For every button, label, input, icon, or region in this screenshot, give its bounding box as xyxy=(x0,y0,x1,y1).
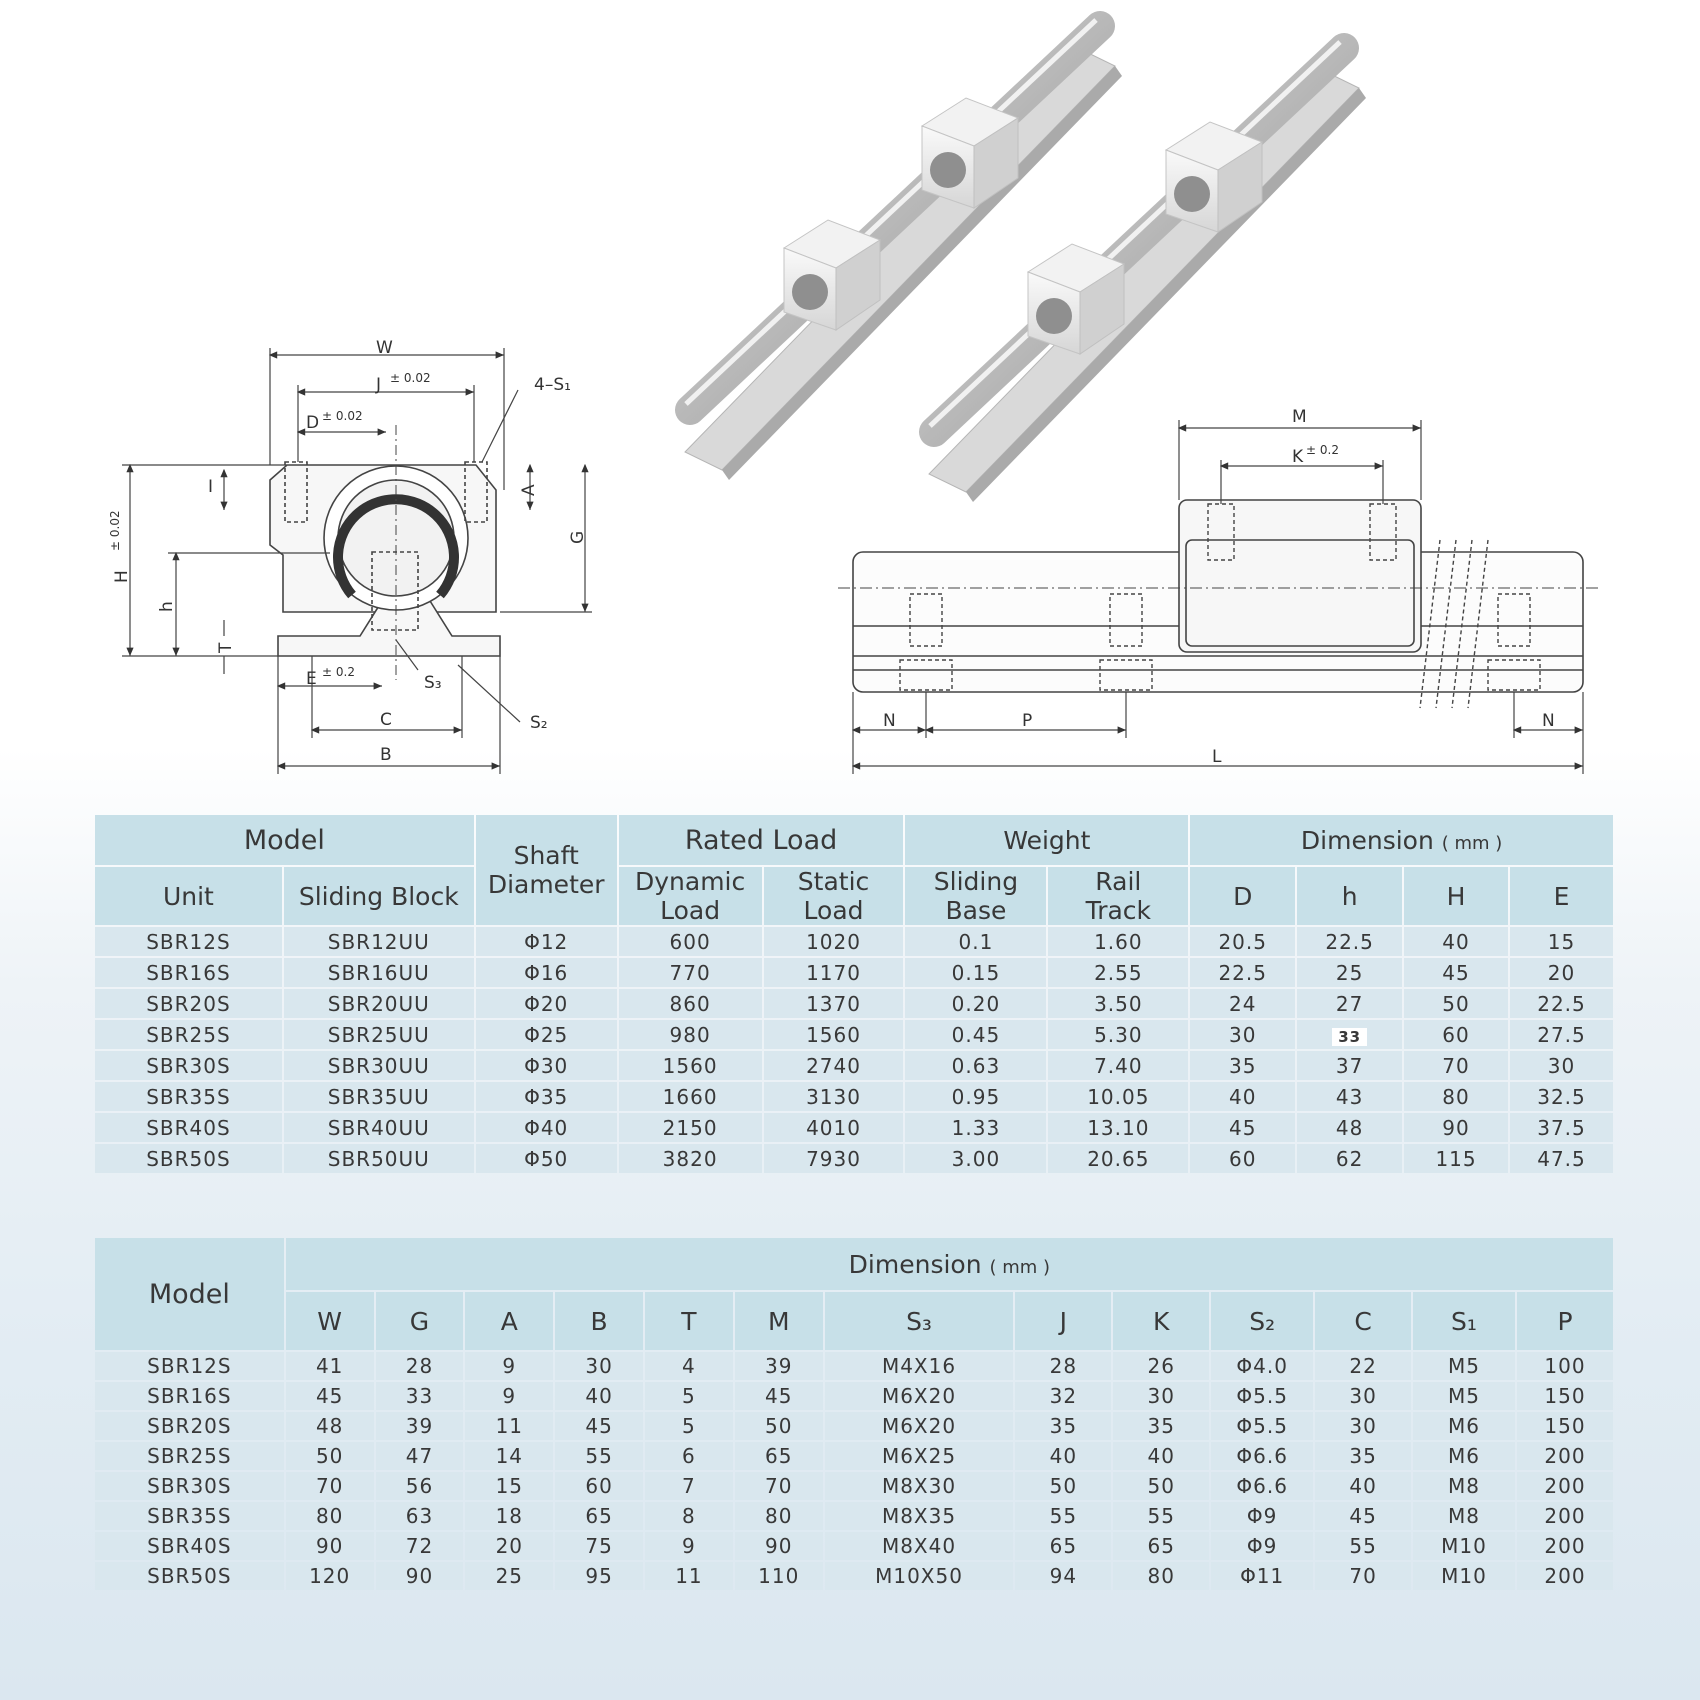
cell-dimension: 25 xyxy=(465,1562,553,1590)
cell-dimension: M6X20 xyxy=(825,1382,1014,1410)
cell-dimension: 150 xyxy=(1517,1382,1613,1410)
cell-static-load: 1020 xyxy=(764,927,904,956)
cell-dimension: 200 xyxy=(1517,1442,1613,1470)
cell-dimension: 70 xyxy=(735,1472,823,1500)
cell-sliding-base: 0.45 xyxy=(905,1020,1046,1049)
cell-E: 37.5 xyxy=(1510,1113,1613,1142)
header-col: S₁ xyxy=(1413,1292,1515,1350)
cell-dimension: 72 xyxy=(376,1532,464,1560)
header-rated-load: Rated Load xyxy=(619,815,904,865)
cell-dimension: 9 xyxy=(645,1532,733,1560)
cell-dimension: M8X30 xyxy=(825,1472,1014,1500)
cell-dimension: M6 xyxy=(1413,1412,1515,1440)
cell-dimension: 55 xyxy=(555,1442,643,1470)
table-row xyxy=(95,1352,1613,1380)
cell-sliding-base: 0.20 xyxy=(905,989,1046,1018)
cell-dimension: M6X20 xyxy=(825,1412,1014,1440)
cell-static-load: 7930 xyxy=(764,1144,904,1173)
header-col: G xyxy=(376,1292,464,1350)
cell-dynamic-load: 1660 xyxy=(619,1082,762,1111)
cell-dimension: 80 xyxy=(1113,1562,1209,1590)
label-4-S1: 4–S₁ xyxy=(534,375,571,395)
table-row xyxy=(95,1532,1613,1560)
cell-dimension: Φ9 xyxy=(1211,1502,1313,1530)
header-unit: Unit xyxy=(95,867,282,925)
cell-dimension: 8 xyxy=(645,1502,733,1530)
cell-unit: SBR40S xyxy=(95,1113,282,1142)
cell-dimension: 14 xyxy=(465,1442,553,1470)
cell-shaft-diameter: Φ20 xyxy=(476,989,617,1018)
header-col: P xyxy=(1517,1292,1613,1350)
label-T: T xyxy=(216,642,236,653)
cell-static-load: 2740 xyxy=(764,1051,904,1080)
cell-E: 32.5 xyxy=(1510,1082,1613,1111)
label-M: M xyxy=(1292,407,1307,427)
cell-dimension: 45 xyxy=(735,1382,823,1410)
header-col: S₂ xyxy=(1211,1292,1313,1350)
cell-dimension: 45 xyxy=(1315,1502,1411,1530)
cell-shaft-diameter: Φ30 xyxy=(476,1051,617,1080)
cell-dimension: M10 xyxy=(1413,1532,1515,1560)
cell-dimension: 22 xyxy=(1315,1352,1411,1380)
cell-dimension: 200 xyxy=(1517,1532,1613,1560)
cell-h: 43 xyxy=(1297,1082,1402,1111)
label-A: A xyxy=(519,484,539,496)
cell-H: 50 xyxy=(1404,989,1508,1018)
cell-dimension: 26 xyxy=(1113,1352,1209,1380)
cell-sliding-block: SBR30UU xyxy=(284,1051,474,1080)
cell-model: SBR25S xyxy=(95,1442,284,1470)
cell-dimension: M8X35 xyxy=(825,1502,1014,1530)
cell-E: 22.5 xyxy=(1510,989,1613,1018)
cell-dimension: 39 xyxy=(376,1412,464,1440)
header-col: A xyxy=(465,1292,553,1350)
cell-h: 37 xyxy=(1297,1051,1402,1080)
cell-unit: SBR12S xyxy=(95,927,282,956)
cell-shaft-diameter: Φ25 xyxy=(476,1020,617,1049)
cell-h: 62 xyxy=(1297,1144,1402,1173)
cell-D: 30 xyxy=(1190,1020,1295,1049)
label-P: P xyxy=(1022,711,1033,731)
table-row xyxy=(95,1382,1613,1410)
cell-dimension: Φ6.6 xyxy=(1211,1442,1313,1470)
dimension-table-body xyxy=(95,1352,1613,1590)
cell-dimension: M8 xyxy=(1413,1472,1515,1500)
label-B: B xyxy=(380,745,392,765)
header-col: S₃ xyxy=(825,1292,1014,1350)
cell-dimension: M8 xyxy=(1413,1502,1515,1530)
cell-sliding-block: SBR16UU xyxy=(284,958,474,987)
cell-sliding-block: SBR12UU xyxy=(284,927,474,956)
cell-E: 20 xyxy=(1510,958,1613,987)
cell-E: 27.5 xyxy=(1510,1020,1613,1049)
header-weight: Weight xyxy=(905,815,1188,865)
cell-rail-track: 7.40 xyxy=(1048,1051,1188,1080)
cell-dimension: 40 xyxy=(555,1382,643,1410)
table-row xyxy=(95,1472,1613,1500)
cell-H: 70 xyxy=(1404,1051,1508,1080)
label-S2: S₂ xyxy=(530,713,548,733)
cell-dimension: 39 xyxy=(735,1352,823,1380)
cell-sliding-base: 0.15 xyxy=(905,958,1046,987)
cell-dimension: 15 xyxy=(465,1472,553,1500)
cell-dimension: 40 xyxy=(1315,1472,1411,1500)
cell-dimension: 75 xyxy=(555,1532,643,1560)
cell-model: SBR35S xyxy=(95,1502,284,1530)
cell-H: 80 xyxy=(1404,1082,1508,1111)
label-E: E xyxy=(306,669,317,689)
cell-shaft-diameter: Φ40 xyxy=(476,1113,617,1142)
cell-D: 45 xyxy=(1190,1113,1295,1142)
cell-dimension: 90 xyxy=(286,1532,374,1560)
header-rail-track: Rail Track xyxy=(1048,867,1188,925)
header-dimension: Dimension ( mm ) xyxy=(1190,815,1613,865)
table-row xyxy=(95,989,1613,1018)
cell-dimension: 48 xyxy=(286,1412,374,1440)
cell-sliding-block: SBR20UU xyxy=(284,989,474,1018)
cell-dimension: 200 xyxy=(1517,1562,1613,1590)
cell-sliding-base: 0.1 xyxy=(905,927,1046,956)
cell-dimension: 30 xyxy=(1315,1412,1411,1440)
header-shaft-diameter: Shaft Diameter xyxy=(476,815,617,925)
cell-dynamic-load: 600 xyxy=(619,927,762,956)
cell-dimension: 32 xyxy=(1015,1382,1111,1410)
cell-D: 22.5 xyxy=(1190,958,1295,987)
cell-dimension: 200 xyxy=(1517,1472,1613,1500)
cell-sliding-block: SBR35UU xyxy=(284,1082,474,1111)
cell-unit: SBR35S xyxy=(95,1082,282,1111)
label-I: I xyxy=(208,477,214,497)
cell-dimension: 80 xyxy=(286,1502,374,1530)
cell-dimension: Φ6.6 xyxy=(1211,1472,1313,1500)
cell-static-load: 1560 xyxy=(764,1020,904,1049)
label-D-tol: ± 0.02 xyxy=(322,409,363,423)
cell-dimension: 40 xyxy=(1113,1442,1209,1470)
cell-value-highlight: 33 xyxy=(1332,1028,1367,1046)
cell-unit: SBR50S xyxy=(95,1144,282,1173)
cell-dimension: 63 xyxy=(376,1502,464,1530)
label-K: K xyxy=(1292,447,1304,467)
label-J: J xyxy=(376,375,382,395)
cell-h: 27 xyxy=(1297,989,1402,1018)
cell-sliding-base: 3.00 xyxy=(905,1144,1046,1173)
cell-rail-track: 1.60 xyxy=(1048,927,1188,956)
load-weight-table-body xyxy=(95,927,1613,1173)
load-weight-table xyxy=(93,813,1615,1175)
cell-dimension: 95 xyxy=(555,1562,643,1590)
cell-dimension: 65 xyxy=(1113,1532,1209,1560)
header-static-load: Static Load xyxy=(764,867,904,925)
cell-dimension: 50 xyxy=(1015,1472,1111,1500)
cell-shaft-diameter: Φ12 xyxy=(476,927,617,956)
cell-h: 48 xyxy=(1297,1113,1402,1142)
cell-dimension: Φ9 xyxy=(1211,1532,1313,1560)
cell-dimension: 6 xyxy=(645,1442,733,1470)
cell-H: 115 xyxy=(1404,1144,1508,1173)
cell-dynamic-load: 3820 xyxy=(619,1144,762,1173)
header-sliding-base: Sliding Base xyxy=(905,867,1046,925)
cell-D: 20.5 xyxy=(1190,927,1295,956)
cell-static-load: 1170 xyxy=(764,958,904,987)
cell-dimension: 65 xyxy=(735,1442,823,1470)
cell-D: 35 xyxy=(1190,1051,1295,1080)
cell-dimension: M6X25 xyxy=(825,1442,1014,1470)
cell-H: 60 xyxy=(1404,1020,1508,1049)
cell-model: SBR20S xyxy=(95,1412,284,1440)
cell-rail-track: 13.10 xyxy=(1048,1113,1188,1142)
header-E: E xyxy=(1510,867,1613,925)
header-model: Model xyxy=(95,815,474,865)
header-col: B xyxy=(555,1292,643,1350)
cell-sliding-base: 0.95 xyxy=(905,1082,1046,1111)
table-row xyxy=(95,1502,1613,1530)
cell-dimension: 200 xyxy=(1517,1502,1613,1530)
cell-sliding-base: 0.63 xyxy=(905,1051,1046,1080)
header-dimension: Dimension ( mm ) xyxy=(286,1238,1613,1290)
cell-dimension: 41 xyxy=(286,1352,374,1380)
cell-H: 45 xyxy=(1404,958,1508,987)
cell-dimension: 100 xyxy=(1517,1352,1613,1380)
label-D: D xyxy=(306,413,320,433)
header-model: Model xyxy=(95,1238,284,1350)
header-col: T xyxy=(645,1292,733,1350)
cell-dimension: 90 xyxy=(735,1532,823,1560)
table-row xyxy=(95,927,1613,956)
cell-dimension: 50 xyxy=(286,1442,374,1470)
cell-dimension: 47 xyxy=(376,1442,464,1470)
cell-dimension: 110 xyxy=(735,1562,823,1590)
cell-dimension: M5 xyxy=(1413,1382,1515,1410)
cell-static-load: 4010 xyxy=(764,1113,904,1142)
label-S3: S₃ xyxy=(424,673,442,693)
label-H: H xyxy=(112,570,132,583)
cell-dimension: 9 xyxy=(465,1382,553,1410)
cell-dimension: 50 xyxy=(735,1412,823,1440)
cell-dimension: Φ5.5 xyxy=(1211,1412,1313,1440)
cell-dimension: 60 xyxy=(555,1472,643,1500)
cell-h: 25 xyxy=(1297,958,1402,987)
header-sliding-block: Sliding Block xyxy=(284,867,474,925)
header-D: D xyxy=(1190,867,1295,925)
table-row xyxy=(95,1020,1613,1049)
cell-E: 47.5 xyxy=(1510,1144,1613,1173)
header-col: J xyxy=(1015,1292,1111,1350)
cell-dimension: 20 xyxy=(465,1532,553,1560)
table-row xyxy=(95,1113,1613,1142)
cell-dynamic-load: 980 xyxy=(619,1020,762,1049)
cell-dimension: 65 xyxy=(555,1502,643,1530)
cell-dimension: M10X50 xyxy=(825,1562,1014,1590)
cell-unit: SBR25S xyxy=(95,1020,282,1049)
cell-dimension: M8X40 xyxy=(825,1532,1014,1560)
technical-drawing xyxy=(0,0,1700,790)
table-row xyxy=(95,1412,1613,1440)
cell-dimension: 35 xyxy=(1113,1412,1209,1440)
cell-dimension: 45 xyxy=(555,1412,643,1440)
cell-dynamic-load: 2150 xyxy=(619,1113,762,1142)
cell-rail-track: 20.65 xyxy=(1048,1144,1188,1173)
cell-E: 15 xyxy=(1510,927,1613,956)
cell-model: SBR16S xyxy=(95,1382,284,1410)
header-col: M xyxy=(735,1292,823,1350)
cell-rail-track: 2.55 xyxy=(1048,958,1188,987)
cell-h xyxy=(1297,1020,1402,1049)
cell-dimension: 70 xyxy=(286,1472,374,1500)
header-h: h xyxy=(1297,867,1402,925)
side-view-drawing xyxy=(838,500,1600,708)
cell-model: SBR30S xyxy=(95,1472,284,1500)
cell-dimension: 5 xyxy=(645,1412,733,1440)
cell-dimension: 55 xyxy=(1315,1532,1411,1560)
cell-dimension: 35 xyxy=(1315,1442,1411,1470)
product-illustration xyxy=(685,20,1366,502)
label-L: L xyxy=(1212,747,1222,767)
label-K-tol: ± 0.2 xyxy=(1306,443,1339,457)
cell-dimension: 30 xyxy=(1113,1382,1209,1410)
cell-dimension: 65 xyxy=(1015,1532,1111,1560)
cell-dimension: M4X16 xyxy=(825,1352,1014,1380)
cell-dimension: 45 xyxy=(286,1382,374,1410)
label-H-tol: ± 0.02 xyxy=(108,510,122,551)
header-col: K xyxy=(1113,1292,1209,1350)
cell-dimension: 30 xyxy=(555,1352,643,1380)
cell-dimension: 50 xyxy=(1113,1472,1209,1500)
cell-dynamic-load: 860 xyxy=(619,989,762,1018)
header-dynamic-load: Dynamic Load xyxy=(619,867,762,925)
label-E-tol: ± 0.2 xyxy=(322,665,355,679)
cell-dimension: 90 xyxy=(376,1562,464,1590)
cell-dimension: 94 xyxy=(1015,1562,1111,1590)
cell-model: SBR50S xyxy=(95,1562,284,1590)
cell-dimension: 7 xyxy=(645,1472,733,1500)
label-G: G xyxy=(568,530,588,544)
cell-rail-track: 10.05 xyxy=(1048,1082,1188,1111)
cell-dimension: 35 xyxy=(1015,1412,1111,1440)
cell-dimension: 56 xyxy=(376,1472,464,1500)
cell-dimension: 55 xyxy=(1015,1502,1111,1530)
cell-dimension: 70 xyxy=(1315,1562,1411,1590)
cell-dimension: 18 xyxy=(465,1502,553,1530)
cell-dimension: 28 xyxy=(1015,1352,1111,1380)
cell-static-load: 1370 xyxy=(764,989,904,1018)
cell-model: SBR40S xyxy=(95,1532,284,1560)
cell-sliding-block: SBR25UU xyxy=(284,1020,474,1049)
cell-dimension: M5 xyxy=(1413,1352,1515,1380)
cell-rail-track: 5.30 xyxy=(1048,1020,1188,1049)
cell-dimension: Φ5.5 xyxy=(1211,1382,1313,1410)
cell-rail-track: 3.50 xyxy=(1048,989,1188,1018)
cell-dimension: 4 xyxy=(645,1352,733,1380)
cell-dimension: 55 xyxy=(1113,1502,1209,1530)
cell-sliding-block: SBR40UU xyxy=(284,1113,474,1142)
cell-dynamic-load: 770 xyxy=(619,958,762,987)
cell-unit: SBR20S xyxy=(95,989,282,1018)
cell-D: 40 xyxy=(1190,1082,1295,1111)
table-row xyxy=(95,1442,1613,1470)
cell-H: 90 xyxy=(1404,1113,1508,1142)
cell-dimension: M10 xyxy=(1413,1562,1515,1590)
cell-H: 40 xyxy=(1404,927,1508,956)
cell-dimension: 9 xyxy=(465,1352,553,1380)
cell-dimension: 120 xyxy=(286,1562,374,1590)
cell-dimension: 80 xyxy=(735,1502,823,1530)
dimension-table xyxy=(93,1236,1615,1592)
cell-dimension: 40 xyxy=(1015,1442,1111,1470)
label-N-right: N xyxy=(1542,711,1555,731)
cell-shaft-diameter: Φ50 xyxy=(476,1144,617,1173)
cell-shaft-diameter: Φ35 xyxy=(476,1082,617,1111)
cell-dimension: Φ4.0 xyxy=(1211,1352,1313,1380)
table-row xyxy=(95,958,1613,987)
cell-sliding-base: 1.33 xyxy=(905,1113,1046,1142)
cell-dimension: 30 xyxy=(1315,1382,1411,1410)
cell-dimension: 5 xyxy=(645,1382,733,1410)
cell-D: 24 xyxy=(1190,989,1295,1018)
header-col: C xyxy=(1315,1292,1411,1350)
cell-dimension: 28 xyxy=(376,1352,464,1380)
table-row xyxy=(95,1562,1613,1590)
header-H: H xyxy=(1404,867,1508,925)
cell-dimension: 11 xyxy=(645,1562,733,1590)
cell-E: 30 xyxy=(1510,1051,1613,1080)
header-col: W xyxy=(286,1292,374,1350)
cell-unit: SBR30S xyxy=(95,1051,282,1080)
table-row xyxy=(95,1082,1613,1111)
label-N-left: N xyxy=(883,711,896,731)
label-C: C xyxy=(380,710,392,730)
cell-dimension: Φ11 xyxy=(1211,1562,1313,1590)
cell-shaft-diameter: Φ16 xyxy=(476,958,617,987)
cell-h: 22.5 xyxy=(1297,927,1402,956)
cell-dimension: 33 xyxy=(376,1382,464,1410)
cell-dimension: M6 xyxy=(1413,1442,1515,1470)
cell-model: SBR12S xyxy=(95,1352,284,1380)
label-h: h xyxy=(157,601,177,612)
label-W: W xyxy=(376,338,393,358)
cell-D: 60 xyxy=(1190,1144,1295,1173)
cell-dimension: 150 xyxy=(1517,1412,1613,1440)
label-J-tol: ± 0.02 xyxy=(390,371,431,385)
cell-static-load: 3130 xyxy=(764,1082,904,1111)
table-row xyxy=(95,1144,1613,1173)
cell-sliding-block: SBR50UU xyxy=(284,1144,474,1173)
cell-dimension: 11 xyxy=(465,1412,553,1440)
table-row xyxy=(95,1051,1613,1080)
cell-dynamic-load: 1560 xyxy=(619,1051,762,1080)
cell-unit: SBR16S xyxy=(95,958,282,987)
